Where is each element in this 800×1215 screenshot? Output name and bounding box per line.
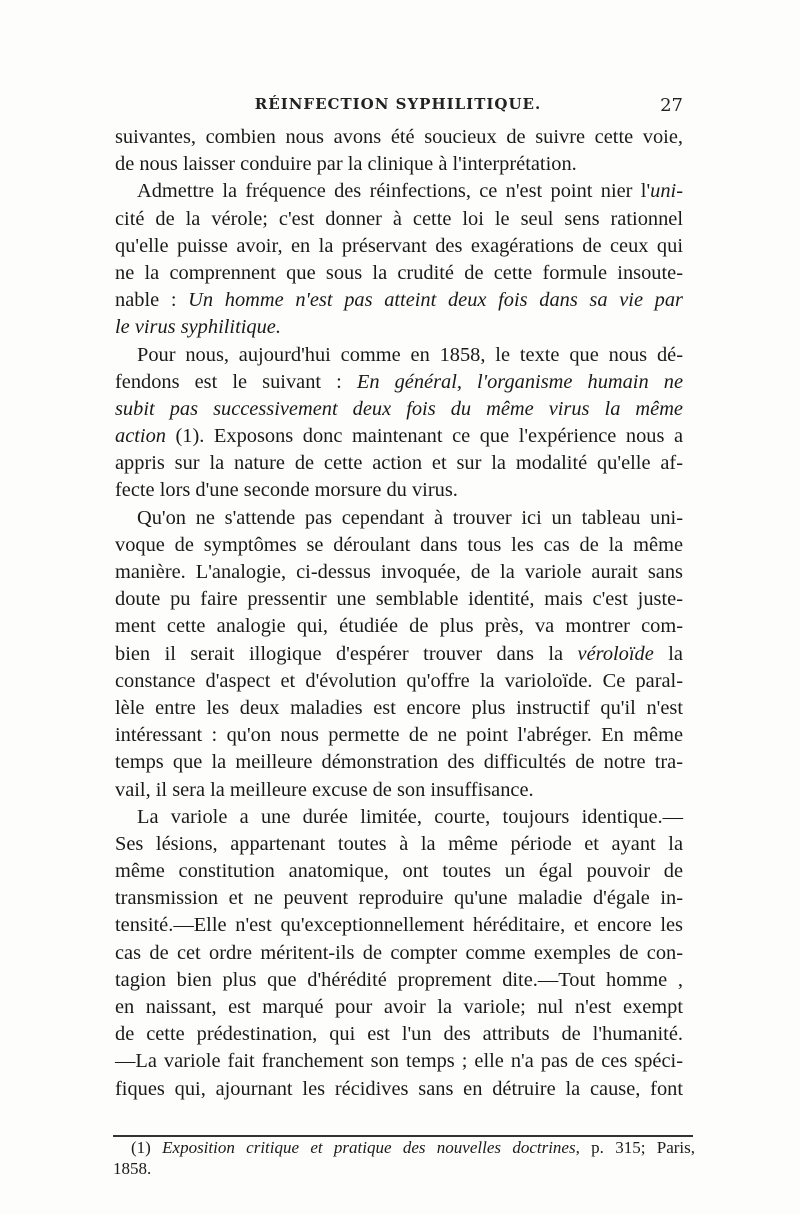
italic-span: uni-: [650, 180, 683, 203]
text-line: [115, 369, 683, 396]
text-line: suivantes, combien nous avons été soucieux de suivre cette voie,: [115, 126, 683, 148]
italic-span: subit pas successivement deux fois du même virus la même: [115, 397, 683, 420]
text-line: appris sur la nature de cette action et sur la modalité qu'elle af-: [115, 452, 683, 475]
text-line: ne la comprennent que sous la crudité de cette formule insoute-: [115, 261, 683, 284]
text-line: [115, 178, 683, 205]
text-line: transmission et ne peuvent reproduire qu'une maladie d'égale in-: [115, 887, 683, 910]
text-line: tensité.—Elle n'est qu'exceptionnellement héréditaire, et encore les: [115, 914, 683, 937]
footnote-marker: (1): [131, 1138, 163, 1157]
footnote-title: Exposition critique et pratique des nouvelles doctrines: [162, 1138, 576, 1157]
text-span: Admettre la fréquence des réinfections, ce n'est point nier l': [137, 180, 651, 203]
text-line: manière. L'analogie, ci-dessus invoquée, de la variole aurait sans: [115, 561, 683, 583]
italic-span: En général, l'organisme humain ne: [356, 370, 683, 393]
text-line: même constitution anatomique, ont toutes un égal pouvoir de: [115, 860, 683, 883]
text-line: qu'elle puisse avoir, en la préservant des exagérations de ceux qui: [115, 234, 683, 257]
text-span: fendons est le suivant :: [115, 370, 357, 393]
italic-span: Un homme n'est pas atteint deux fois dans sa vie par: [188, 289, 683, 312]
text-line: doute pu faire pressentir une semblable identité, mais c'est juste-: [115, 588, 683, 611]
page-header: [113, 95, 683, 119]
text-line: Ses lésions, appartenant toutes à la même période et ayant la: [115, 832, 683, 855]
page-number: 27: [660, 95, 683, 116]
text-line: en naissant, est marqué pour avoir la variole; nul n'est exempt: [115, 996, 683, 1018]
text-line: vail, il sera la meilleure excuse de son insuffisance.: [115, 778, 534, 801]
text-line: [115, 314, 683, 341]
italic-span: le virus syphilitique.: [115, 316, 281, 339]
text-line: ment cette analogie qui, étudiée de plus près, va montrer com-: [115, 615, 683, 638]
footnote-line: [113, 1137, 695, 1158]
text-span: la: [653, 642, 683, 665]
footnote-year: 1858.: [113, 1159, 152, 1178]
text-line: lèle entre les deux maladies est encore plus instructif qu'il n'est: [115, 696, 683, 719]
text-line: cité de la vérole; c'est donner à cette loi le seul sens rationnel: [115, 207, 683, 230]
text-line: [115, 396, 683, 423]
text-line: [115, 641, 683, 668]
text-line: de nous laisser conduire par la clinique à l'interprétation.: [115, 153, 577, 176]
footnote-text: , p. 315; Paris,: [575, 1138, 695, 1157]
text-line: [115, 287, 683, 314]
text-line: Pour nous, aujourd'hui comme en 1858, le texte que nous dé-: [137, 343, 683, 366]
text-line: fecte lors d'une seconde morsure du virus.: [115, 479, 458, 502]
text-span: bien il serait illogique d'espérer trouver dans la: [115, 642, 578, 665]
text-line: La variole a une durée limitée, courte, toujours identique.—: [137, 805, 683, 828]
text-line: voque de symptômes se déroulant dans tous les cas de la même: [115, 533, 683, 556]
text-line: tagion bien plus que d'hérédité proprement dite.—Tout homme ,: [115, 968, 683, 991]
footnote: [113, 1137, 695, 1179]
text-line: de cette prédestination, qui est l'un des attributs de l'humanité.: [115, 1023, 683, 1046]
running-title: RÉINFECTION SYPHILITIQUE.: [254, 95, 542, 113]
body-text: [115, 124, 683, 1103]
text-line: intéressant : qu'on nous permette de ne point l'abréger. En même: [115, 724, 683, 747]
text-line: fiques qui, ajournant les récidives sans en détruire la cause, font: [115, 1077, 683, 1100]
text-line: [115, 423, 683, 450]
text-span: (1). Exposons donc maintenant ce que l'expérience nous a: [165, 425, 683, 448]
italic-span: action: [115, 425, 166, 448]
text-line: temps que la meilleure démonstration des difficultés de notre tra-: [115, 751, 683, 774]
text-line: Qu'on ne s'attende pas cependant à trouver ici un tableau uni-: [137, 506, 683, 529]
italic-span: véroloïde: [577, 642, 654, 665]
text-line: —La variole fait franchement son temps ; elle n'a pas de ces spéci-: [115, 1050, 683, 1073]
text-span: nable :: [115, 289, 189, 312]
text-line: constance d'aspect et d'évolution qu'offre la varioloïde. Ce paral-: [115, 669, 683, 692]
text-line: cas de cet ordre méritent-ils de compter comme exemples de con-: [115, 941, 683, 964]
